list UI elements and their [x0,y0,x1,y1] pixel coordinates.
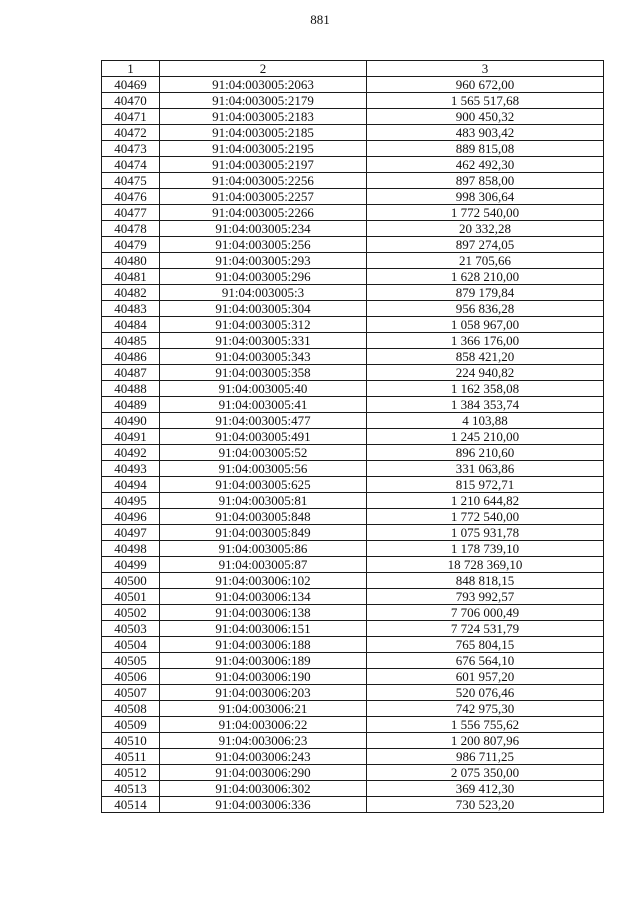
value-cell: 1 384 353,74 [367,397,604,413]
cadastral-number-cell: 91:04:003006:243 [160,749,367,765]
cadastral-number-cell: 91:04:003005:2185 [160,125,367,141]
row-number-cell: 40509 [102,717,160,733]
row-number-cell: 40485 [102,333,160,349]
cadastral-number-cell: 91:04:003005:40 [160,381,367,397]
row-number-cell: 40491 [102,429,160,445]
cadastral-number-cell: 91:04:003006:203 [160,685,367,701]
cadastral-number-cell: 91:04:003005:2197 [160,157,367,173]
table-row [102,413,604,429]
table-row [102,445,604,461]
cadastral-number-cell: 91:04:003006:151 [160,621,367,637]
cadastral-number-cell: 91:04:003005:625 [160,477,367,493]
value-cell: 1 178 739,10 [367,541,604,557]
table-row [102,605,604,621]
value-cell: 900 450,32 [367,109,604,125]
row-number-cell: 40473 [102,141,160,157]
cadastral-number-cell: 91:04:003005:304 [160,301,367,317]
value-cell: 224 940,82 [367,365,604,381]
value-cell: 765 804,15 [367,637,604,653]
value-cell: 897 858,00 [367,173,604,189]
value-cell: 520 076,46 [367,685,604,701]
cadastral-number-cell: 91:04:003005:87 [160,557,367,573]
value-cell: 956 836,28 [367,301,604,317]
table-row [102,77,604,93]
row-number-cell: 40477 [102,205,160,221]
row-number-cell: 40495 [102,493,160,509]
cadastral-number-cell: 91:04:003005:41 [160,397,367,413]
row-number-cell: 40501 [102,589,160,605]
table-row [102,157,604,173]
value-cell: 896 210,60 [367,445,604,461]
value-cell: 20 332,28 [367,221,604,237]
cadastral-number-cell: 91:04:003005:2266 [160,205,367,221]
value-cell: 1 162 358,08 [367,381,604,397]
row-number-cell: 40494 [102,477,160,493]
value-cell: 998 306,64 [367,189,604,205]
value-cell: 1 200 807,96 [367,733,604,749]
table-row [102,717,604,733]
table-row [102,269,604,285]
cadastral-number-cell: 91:04:003005:256 [160,237,367,253]
table-row [102,589,604,605]
cadastral-number-cell: 91:04:003005:849 [160,525,367,541]
cadastral-number-cell: 91:04:003006:290 [160,765,367,781]
table-row [102,733,604,749]
cadastral-number-cell: 91:04:003005:2256 [160,173,367,189]
cadastral-number-cell: 91:04:003005:52 [160,445,367,461]
value-cell: 897 274,05 [367,237,604,253]
header-row [102,61,604,77]
row-number-cell: 40496 [102,509,160,525]
cadastral-number-cell: 91:04:003005:848 [160,509,367,525]
value-cell: 1 772 540,00 [367,509,604,525]
row-number-cell: 40499 [102,557,160,573]
table-row [102,189,604,205]
row-number-cell: 40513 [102,781,160,797]
table-row [102,749,604,765]
cadastral-number-cell: 91:04:003005:2257 [160,189,367,205]
row-number-cell: 40508 [102,701,160,717]
table-row [102,541,604,557]
table-row [102,701,604,717]
row-number-cell: 40479 [102,237,160,253]
table-row [102,621,604,637]
value-cell: 1 245 210,00 [367,429,604,445]
table-row [102,765,604,781]
row-number-cell: 40504 [102,637,160,653]
table-row [102,141,604,157]
row-number-cell: 40483 [102,301,160,317]
value-cell: 848 818,15 [367,573,604,589]
row-number-cell: 40503 [102,621,160,637]
value-cell: 462 492,30 [367,157,604,173]
value-cell: 960 672,00 [367,77,604,93]
cadastral-number-cell: 91:04:003005:234 [160,221,367,237]
table-row [102,557,604,573]
table-row [102,381,604,397]
column-header-1: 1 [102,61,160,77]
value-cell: 815 972,71 [367,477,604,493]
value-cell: 1 058 967,00 [367,317,604,333]
row-number-cell: 40507 [102,685,160,701]
cadastral-number-cell: 91:04:003005:2195 [160,141,367,157]
table-header [102,61,604,77]
cadastral-number-cell: 91:04:003005:293 [160,253,367,269]
row-number-cell: 40502 [102,605,160,621]
row-number-cell: 40481 [102,269,160,285]
row-number-cell: 40484 [102,317,160,333]
value-cell: 1 075 931,78 [367,525,604,541]
cadastral-number-cell: 91:04:003005:86 [160,541,367,557]
row-number-cell: 40469 [102,77,160,93]
table-row [102,477,604,493]
value-cell: 601 957,20 [367,669,604,685]
row-number-cell: 40493 [102,461,160,477]
table-row [102,573,604,589]
value-cell: 879 179,84 [367,285,604,301]
value-cell: 793 992,57 [367,589,604,605]
value-cell: 1 210 644,82 [367,493,604,509]
row-number-cell: 40487 [102,365,160,381]
table-row [102,333,604,349]
table-row [102,221,604,237]
value-cell: 7 724 531,79 [367,621,604,637]
value-cell: 676 564,10 [367,653,604,669]
page-number: 881 [310,12,330,27]
row-number-cell: 40506 [102,669,160,685]
row-number-cell: 40511 [102,749,160,765]
table-row [102,109,604,125]
value-cell: 18 728 369,10 [367,557,604,573]
cadastral-number-cell: 91:04:003006:138 [160,605,367,621]
cadastral-number-cell: 91:04:003005:296 [160,269,367,285]
cadastral-number-cell: 91:04:003006:22 [160,717,367,733]
cadastral-number-cell: 91:04:003005:358 [160,365,367,381]
cadastral-number-cell: 91:04:003005:3 [160,285,367,301]
cadastral-number-cell: 91:04:003006:21 [160,701,367,717]
table-row [102,349,604,365]
table-row [102,317,604,333]
cadastral-number-cell: 91:04:003006:188 [160,637,367,653]
row-number-cell: 40489 [102,397,160,413]
value-cell: 1 772 540,00 [367,205,604,221]
column-header-2: 2 [160,61,367,77]
row-number-cell: 40488 [102,381,160,397]
row-number-cell: 40476 [102,189,160,205]
value-cell: 1 366 176,00 [367,333,604,349]
value-cell: 1 628 210,00 [367,269,604,285]
row-number-cell: 40510 [102,733,160,749]
cadastral-number-cell: 91:04:003005:2183 [160,109,367,125]
cadastral-number-cell: 91:04:003006:23 [160,733,367,749]
row-number-cell: 40492 [102,445,160,461]
column-header-3: 3 [367,61,604,77]
value-cell: 730 523,20 [367,797,604,813]
table-row [102,429,604,445]
table-row [102,173,604,189]
cadastral-number-cell: 91:04:003006:190 [160,669,367,685]
cadastral-number-cell: 91:04:003005:2179 [160,93,367,109]
value-cell: 858 421,20 [367,349,604,365]
row-number-cell: 40475 [102,173,160,189]
value-cell: 2 075 350,00 [367,765,604,781]
table-row [102,493,604,509]
table-row [102,509,604,525]
value-cell: 483 903,42 [367,125,604,141]
cadastral-number-cell: 91:04:003006:189 [160,653,367,669]
row-number-cell: 40471 [102,109,160,125]
table-row [102,301,604,317]
row-number-cell: 40482 [102,285,160,301]
table-row [102,797,604,813]
value-cell: 889 815,08 [367,141,604,157]
table-row [102,93,604,109]
row-number-cell: 40512 [102,765,160,781]
row-number-cell: 40472 [102,125,160,141]
table-row [102,669,604,685]
value-cell: 742 975,30 [367,701,604,717]
table-row [102,781,604,797]
row-number-cell: 40470 [102,93,160,109]
value-cell: 4 103,88 [367,413,604,429]
table-row [102,637,604,653]
cadastral-number-cell: 91:04:003005:491 [160,429,367,445]
table-body [102,77,604,813]
cadastral-number-cell: 91:04:003005:312 [160,317,367,333]
row-number-cell: 40505 [102,653,160,669]
table-row [102,397,604,413]
cadastral-number-cell: 91:04:003006:102 [160,573,367,589]
cadastral-number-cell: 91:04:003005:81 [160,493,367,509]
table-row [102,205,604,221]
cadastral-number-cell: 91:04:003005:2063 [160,77,367,93]
table-row [102,365,604,381]
row-number-cell: 40490 [102,413,160,429]
table-row [102,285,604,301]
row-number-cell: 40474 [102,157,160,173]
row-number-cell: 40497 [102,525,160,541]
cadastral-number-cell: 91:04:003005:56 [160,461,367,477]
cadastral-number-cell: 91:04:003006:302 [160,781,367,797]
row-number-cell: 40498 [102,541,160,557]
table-row [102,461,604,477]
row-number-cell: 40478 [102,221,160,237]
table-row [102,237,604,253]
row-number-cell: 40500 [102,573,160,589]
value-cell: 986 711,25 [367,749,604,765]
value-cell: 1 565 517,68 [367,93,604,109]
cadastral-number-cell: 91:04:003005:477 [160,413,367,429]
value-cell: 7 706 000,49 [367,605,604,621]
row-number-cell: 40486 [102,349,160,365]
cadastral-value-table [101,60,604,813]
table-row [102,653,604,669]
value-cell: 331 063,86 [367,461,604,477]
row-number-cell: 40480 [102,253,160,269]
cadastral-number-cell: 91:04:003005:343 [160,349,367,365]
value-cell: 369 412,30 [367,781,604,797]
table-row [102,685,604,701]
value-cell: 1 556 755,62 [367,717,604,733]
table-row [102,125,604,141]
cadastral-number-cell: 91:04:003006:336 [160,797,367,813]
value-cell: 21 705,66 [367,253,604,269]
row-number-cell: 40514 [102,797,160,813]
table-row [102,525,604,541]
table-row [102,253,604,269]
cadastral-number-cell: 91:04:003005:331 [160,333,367,349]
cadastral-number-cell: 91:04:003006:134 [160,589,367,605]
